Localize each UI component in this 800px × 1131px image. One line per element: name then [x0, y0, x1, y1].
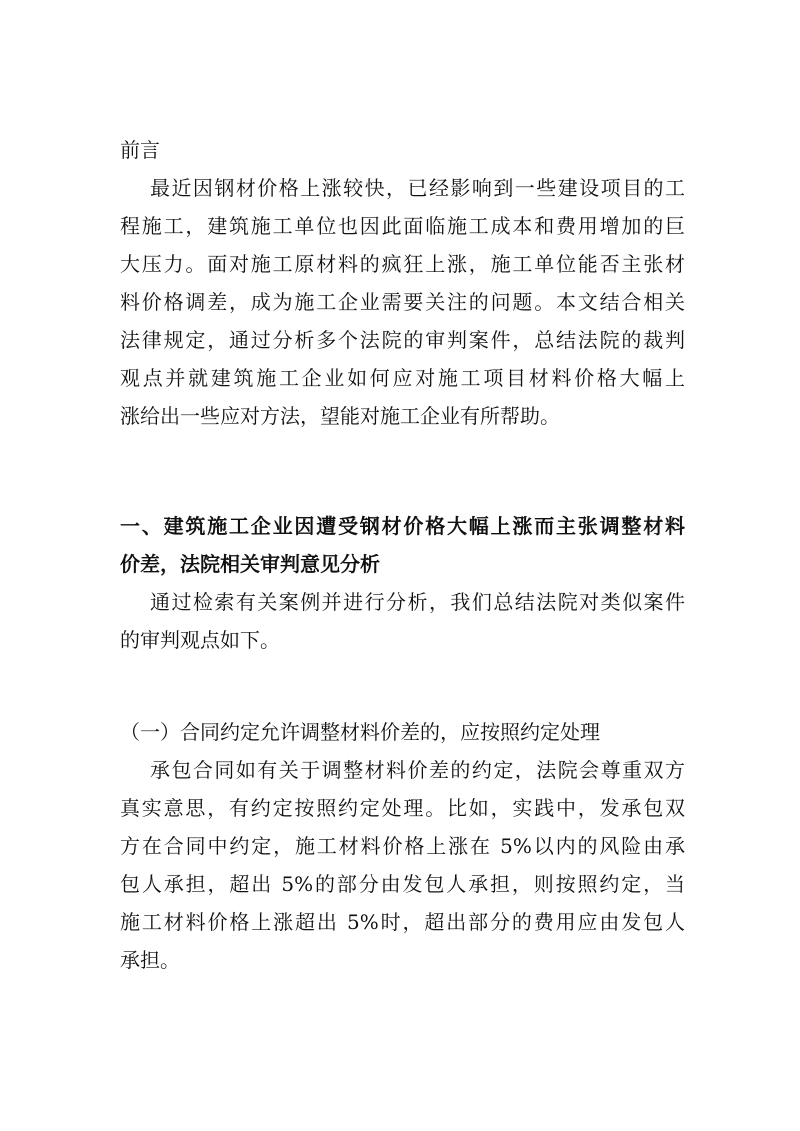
paragraph-line: 法律规定，通过分析多个法院的审判案件，总结法院的裁判	[120, 328, 685, 352]
subsection-1-heading: （一）合同约定允许调整材料价差的，应按照约定处理	[120, 720, 600, 744]
preface-paragraph	[120, 169, 685, 435]
subsection-1-paragraph	[120, 751, 685, 979]
paragraph-line: 观点并就建筑施工企业如何应对施工项目材料价格大幅上	[120, 366, 685, 390]
heading-line: 一、建筑施工企业因遭受钢材价格大幅上涨而主张调整材料	[120, 514, 685, 538]
section-1-heading	[120, 507, 685, 583]
subsection-1	[120, 713, 685, 979]
section-1-paragraph	[120, 583, 685, 659]
paragraph-line: 的审判观点如下。	[120, 628, 280, 652]
paragraph-line: 最近因钢材价格上涨较快，已经影响到一些建设项目的工	[150, 176, 685, 200]
paragraph-line: 料价格调差，成为施工企业需要关注的问题。本文结合相关	[120, 290, 685, 314]
preface-title: 前言	[120, 138, 160, 162]
paragraph-line: 承担。	[120, 948, 180, 972]
heading-line: 价差，法院相关审判意见分析	[120, 552, 380, 576]
paragraph-line: 承包合同如有关于调整材料价差的约定，法院会尊重双方	[150, 758, 685, 782]
paragraph-line: 程施工，建筑施工单位也因此面临施工成本和费用增加的巨	[120, 214, 685, 238]
paragraph-line: 真实意思，有约定按照约定处理。比如，实践中，发承包双	[120, 796, 685, 820]
paragraph-line: 通过检索有关案例并进行分析，我们总结法院对类似案件	[150, 590, 685, 614]
paragraph-line: 方在合同中约定，施工材料价格上涨在 5%以内的风险由承	[120, 834, 685, 858]
paragraph-line: 涨给出一些应对方法，望能对施工企业有所帮助。	[120, 404, 560, 428]
section-1	[120, 507, 685, 659]
paragraph-line: 大压力。面对施工原材料的疯狂上涨，施工单位能否主张材	[120, 252, 685, 276]
preface-section	[120, 131, 685, 435]
paragraph-line: 包人承担，超出 5%的部分由发包人承担，则按照约定，当	[120, 872, 685, 896]
paragraph-line: 施工材料价格上涨超出 5%时，超出部分的费用应由发包人	[120, 910, 685, 934]
